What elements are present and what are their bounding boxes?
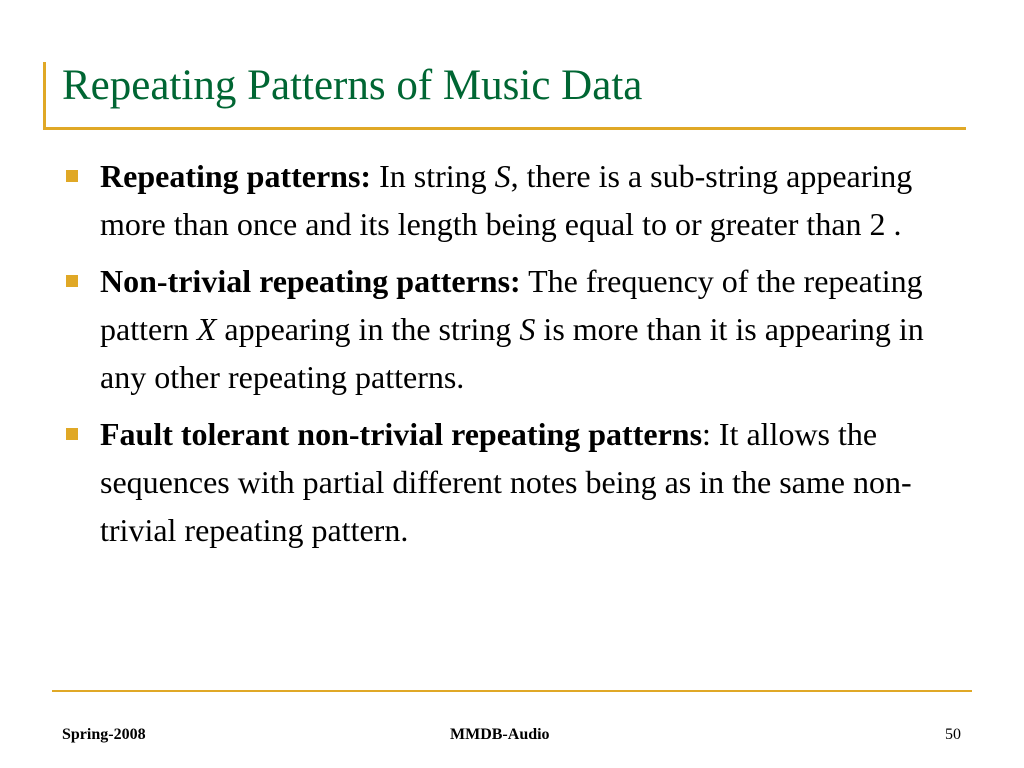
title-accent-bar xyxy=(43,62,46,130)
bullet-repeating-patterns xyxy=(60,152,960,248)
bullet-text: , there is a sub-string appearing more than once and its length being equal to or greater than 2 . xyxy=(100,158,913,242)
bullet-text: is more than it is appearing in any other repeating patterns. xyxy=(100,311,924,395)
bullet-term: Fault tolerant non-trivial repeating patterns xyxy=(100,416,703,452)
variable-s: S xyxy=(494,158,511,194)
bullet-term: Repeating patterns: xyxy=(100,158,372,194)
bullet-square-icon xyxy=(66,275,78,287)
bullet-list xyxy=(60,152,960,563)
bullet-text: appearing in the string xyxy=(216,311,520,347)
bullet-non-trivial-patterns xyxy=(60,257,960,401)
bullet-square-icon xyxy=(66,428,78,440)
slide-title: Repeating Patterns of Music Data xyxy=(62,62,643,109)
page-number: 50 xyxy=(945,726,961,743)
footer-date: Spring-2008 xyxy=(62,726,146,743)
bullet-text: : It allows the sequences with partial different notes being as in the same non-trivial repeating pattern. xyxy=(100,416,912,548)
bullet-text: The frequency of the repeating pattern xyxy=(100,263,923,347)
footer-divider xyxy=(52,690,972,692)
footer-course: MMDB-Audio xyxy=(450,726,550,743)
variable-s: S xyxy=(519,311,536,347)
bullet-text: In string xyxy=(371,158,495,194)
bullet-term: Non-trivial repeating patterns: xyxy=(100,263,521,299)
title-underline xyxy=(43,127,966,130)
variable-x: X xyxy=(196,311,217,347)
bullet-square-icon xyxy=(66,170,78,182)
bullet-fault-tolerant-patterns xyxy=(60,410,960,554)
